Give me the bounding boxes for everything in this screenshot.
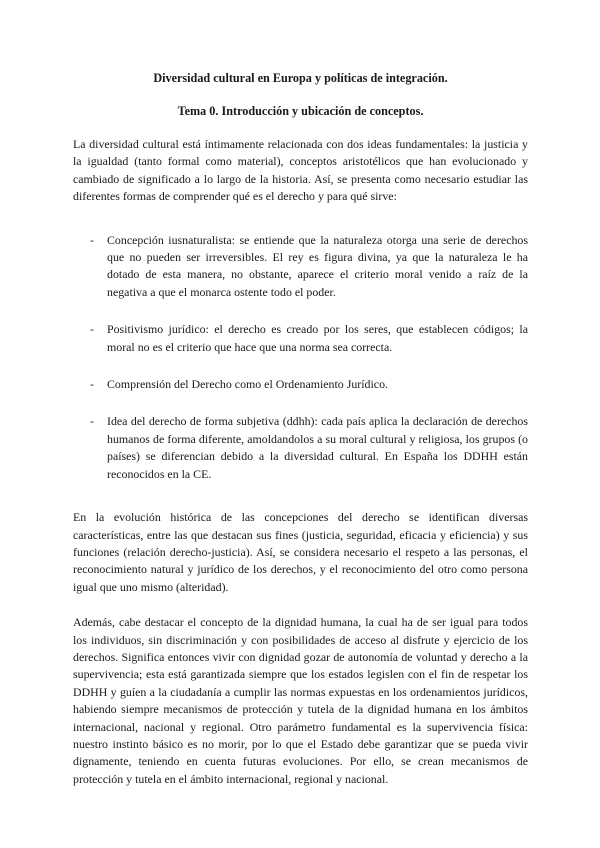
list-item-text: Comprensión del Derecho como el Ordenamiento Jurídico.	[107, 377, 389, 392]
list-item	[73, 376, 528, 393]
document-title: Diversidad cultural en Europa y políticas de integración.	[153, 71, 448, 85]
bullet-dash: -	[90, 414, 94, 429]
list-item-text: Idea del derecho de forma subjetiva (ddhh): cada país aplica la declaración de derechos humanos de forma diferente, amoldandolos a su moral cultural y religiosa, los grupos (o países) se diferencian debido a la diversidad cultural. En España los DDHH están reconocidos en la CE.	[107, 414, 528, 481]
body-paragraph-evolution: En la evolución histórica de las concepciones del derecho se identifican diversas características, entre las que destacan sus fines (justicia, seguridad, eficacia y eficiencia) y sus funciones (relación derecho-justicia). Así, se considera necesario el respeto a las personas, el reconocimiento natural y jurídico de los derechos, y el reconocimiento del otro como persona igual que uno mismo (alteridad).	[73, 510, 528, 594]
document-subtitle: Tema 0. Introducción y ubicación de conceptos.	[177, 104, 424, 118]
list-item	[73, 413, 528, 483]
concept-list	[73, 232, 528, 483]
bullet-dash: -	[90, 232, 94, 247]
bullet-dash: -	[90, 322, 94, 337]
body-paragraph-dignity: Además, cabe destacar el concepto de la dignidad humana, la cual ha de ser igual para todos los individuos, sin discriminación y con posibilidades de acceso al disfrute y ejercicio de los derechos. Significa entonces vivir con dignidad gozar de autonomía de voluntad y derecho a la supervivencia; esta está garantizada siempre que los estados legislen con el fin de respetar los DDHH y guíen a la ciudadanía a cumplir las normas expuestas en los ordenamientos jurídicos, habiendo siempre mecanismos de protección y tutela de la dignidad humana en los ámbitos internacional, nacional y regional. Otro parámetro fundamental es la supervivencia física: nuestro instinto básico es no morir, por lo que el Estado debe garantizar que se pueda vivir dignamente, teniendo en cuenta futuras evoluciones. Por ello, se crean mecanismos de protección y tutela en el ámbito internacional, regional y nacional.	[73, 615, 528, 786]
list-item-text: Positivismo jurídico: el derecho es creado por los seres, que establecen códigos; la moral no es el criterio que hace que una norma sea correcta.	[107, 322, 528, 354]
list-item	[73, 321, 528, 356]
intro-paragraph: La diversidad cultural está íntimamente relacionada con dos ideas fundamentales: la justicia y la igualdad (tanto formal como material), conceptos aristotélicos que han evolucionado y cambiado de significado a lo largo de la historia. Así, se presenta como necesario estudiar las diferentes formas de comprender qué es el derecho y para qué sirve:	[73, 137, 528, 204]
list-item	[73, 232, 528, 302]
list-item-text: Concepción iusnaturalista: se entiende que la naturaleza otorga una serie de derechos que no pueden ser irreversibles. El rey es figura divina, ya que la naturaleza le ha dotado de esta manera, no obstante, aparece el criterio moral venido a raíz de la negativa a que el monarca ostente todo el poder.	[107, 232, 528, 299]
bullet-dash: -	[90, 377, 94, 392]
